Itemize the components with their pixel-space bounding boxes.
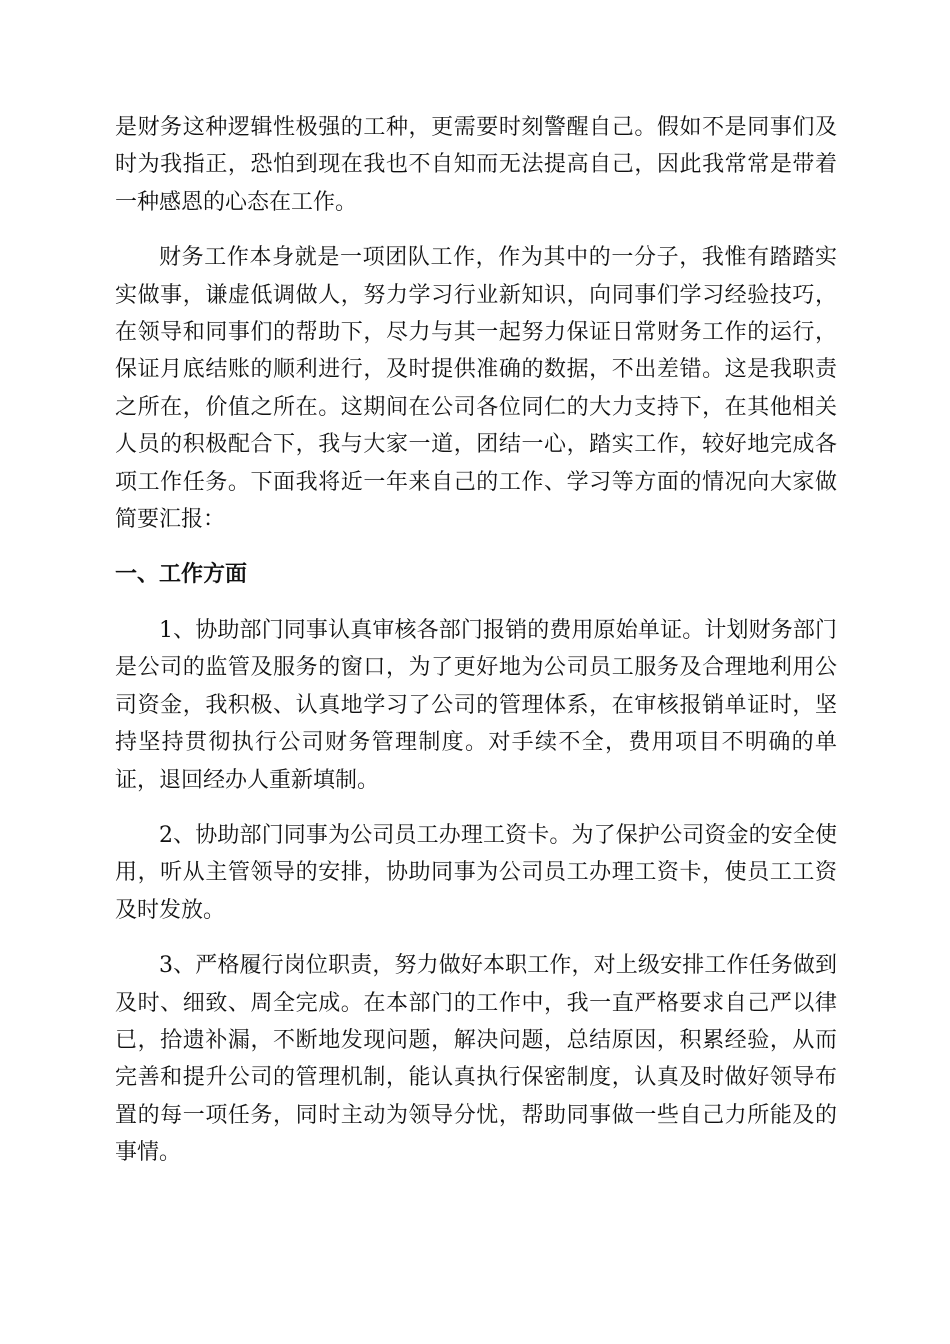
list-item: 1、协助部门同事认真审核各部门报销的费用原始单证。计划财务部门是公司的监管及服务的窗口，为了更好地为公司员工服务及合理地利用公司资金，我积极、认真地学习了公司的管理体系，在审核报销单证时，坚持坚持贯彻执行公司财务管理制度。对手续不全，费用项目不明确的单证，退回经办人重新填制。 [115, 617, 837, 793]
document-body [115, 109, 837, 1190]
list-item: 2、协助部门同事为公司员工办理工资卡。为了保护公司资金的安全使用，听从主管领导的安排，协助同事为公司员工办理工资卡，使员工工资及时发放。 [115, 822, 837, 923]
section-heading: 一、工作方面 [115, 562, 248, 588]
list-item: 3、严格履行岗位职责，努力做好本职工作，对上级安排工作任务做到及时、细致、周全完成。在本部门的工作中，我一直严格要求自己严以律已，拾遗补漏，不断地发现问题，解决问题，总结原因，积累经验，从而完善和提升公司的管理机制，能认真执行保密制度，认真及时做好领导布置的每一项任务，同时主动为领导分忧，帮助同事做一些自己力所能及的事情。 [115, 953, 837, 1166]
paragraph-continuation: 是财务这种逻辑性极强的工种，更需要时刻警醒自己。假如不是同事们及时为我指正，恐怕到现在我也不自知而无法提高自己，因此我常常是带着一种感恩的心态在工作。 [115, 115, 837, 215]
paragraph-teamwork: 财务工作本身就是一项团队工作，作为其中的一分子，我惟有踏踏实实做事，谦虚低调做人，努力学习行业新知识，向同事们学习经验技巧，在领导和同事们的帮助下，尽力与其一起努力保证日常财务工作的运行，保证月底结账的顺利进行，及时提供准确的数据，不出差错。这是我职责之所在，价值之所在。这期间在公司各位同仁的大力支持下，在其他相关人员的积极配合下，我与大家一道，团结一心，踏实工作，较好地完成各项工作任务。下面我将近一年来自己的工作、学习等方面的情况向大家做简要汇报： [115, 245, 837, 533]
